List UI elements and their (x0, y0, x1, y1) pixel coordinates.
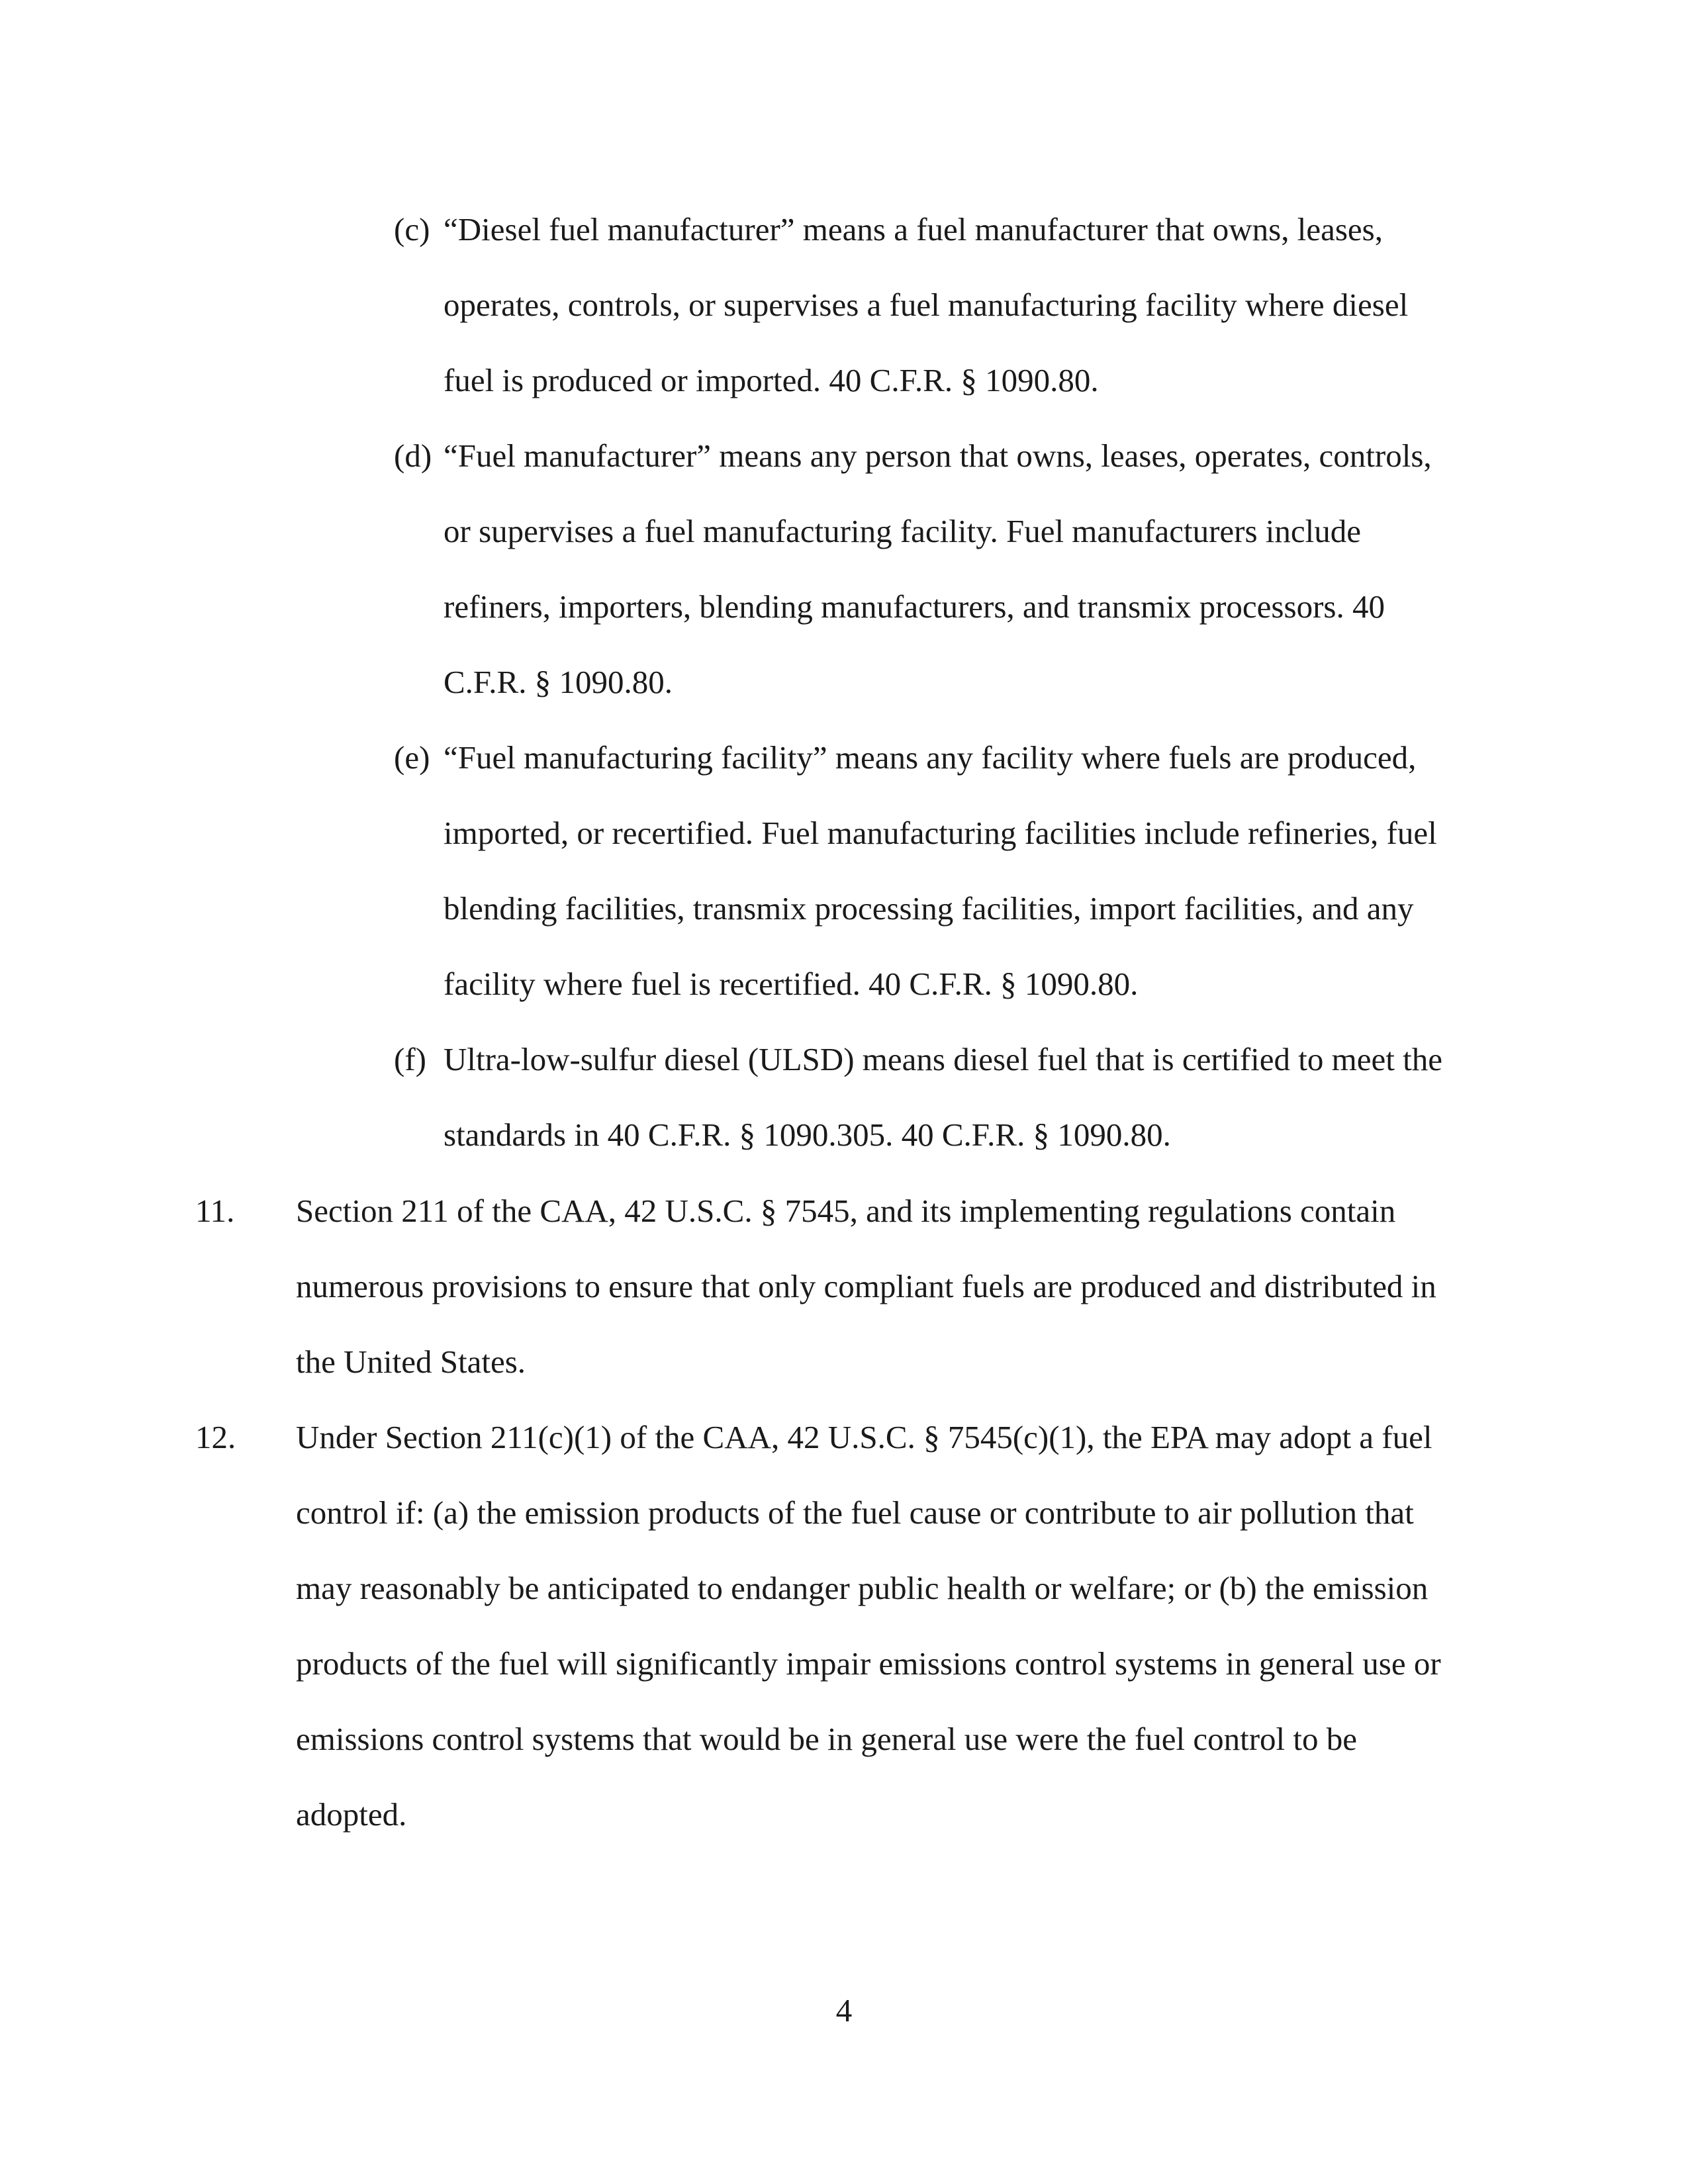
definition-text: “Fuel manufacturer” means any person that owns, leases, operates, controls, or supervises a fuel manufacturing facility. Fuel manufacturers include refiners, importers, blending manufacturers, and transmix processors. 40 C.F.R. § 1090.80. (444, 437, 1432, 700)
definition-label: (f) (394, 1041, 426, 1077)
definition-item-f (394, 1022, 1460, 1173)
definition-text: “Diesel fuel manufacturer” means a fuel manufacturer that owns, leases, operates, controls, or supervises a fuel manufacturing facility where diesel fuel is produced or imported. 40 C.F.R. § 1090.80. (444, 211, 1409, 398)
definition-label: (c) (394, 211, 430, 248)
definition-item-e (394, 720, 1460, 1022)
paragraph-number: 12. (195, 1419, 236, 1455)
definitions-list (394, 192, 1460, 1173)
numbered-paragraphs (195, 1173, 1460, 1852)
paragraph-text: Section 211 of the CAA, 42 U.S.C. § 7545, and its implementing regulations contain numerous provisions to ensure that only compliant fuels are produced and distributed in the United States. (296, 1193, 1436, 1380)
definition-label: (e) (394, 739, 430, 776)
paragraph-12 (195, 1400, 1460, 1852)
definition-text: Ultra-low-sulfur diesel (ULSD) means diesel fuel that is certified to meet the standards in 40 C.F.R. § 1090.305. 40 C.F.R. § 1090.80. (444, 1041, 1442, 1153)
definition-label: (d) (394, 437, 432, 474)
paragraph-11 (195, 1173, 1460, 1400)
page-number: 4 (835, 1992, 853, 2028)
definition-item-d (394, 418, 1460, 720)
definition-item-c (394, 192, 1460, 418)
paragraph-number: 11. (195, 1193, 235, 1229)
paragraph-text: Under Section 211(c)(1) of the CAA, 42 U.S.C. § 7545(c)(1), the EPA may adopt a fuel control if: (a) the emission products of the fuel cause or contribute to air pollution that may reasonably be anticipated to endanger public health or welfare; or (b) the emission products of the fuel will significantly impair emissions control systems in general use or emissions control systems that would be in general use were the fuel control to be adopted. (296, 1419, 1441, 1833)
definition-text: “Fuel manufacturing facility” means any facility where fuels are produced, imported, or recertified. Fuel manufacturing facilities include refineries, fuel blending facilities, transmix processing facilities, import facilities, and any facility where fuel is recertified. 40 C.F.R. § 1090.80. (444, 739, 1437, 1002)
